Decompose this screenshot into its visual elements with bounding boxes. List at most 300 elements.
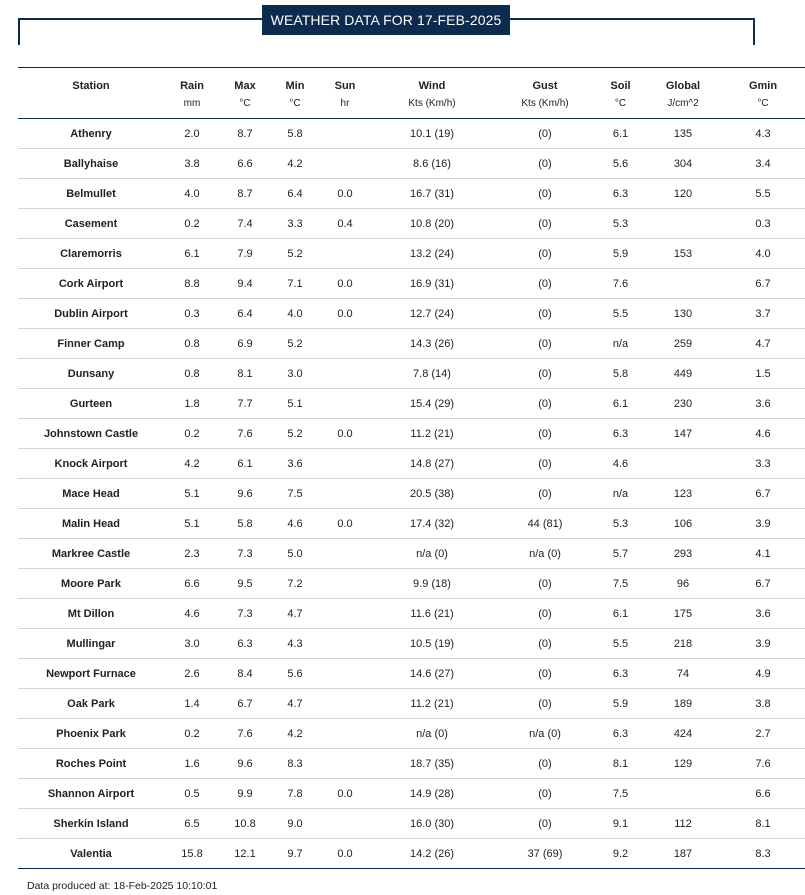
cell-soil: 7.5 [596,779,645,809]
cell-station: Valentia [18,839,164,869]
cell-soil: 6.1 [596,119,645,149]
cell-max: 8.4 [220,659,270,689]
cell-gmin: 6.6 [721,779,805,809]
cell-gust: (0) [494,269,596,299]
cell-gust: (0) [494,809,596,839]
cell-gust: (0) [494,689,596,719]
cell-gust: (0) [494,779,596,809]
cell-wind: 14.9 (28) [370,779,494,809]
cell-global: 293 [645,539,721,569]
table-row [18,509,805,539]
cell-min: 8.3 [270,749,320,779]
cell-max: 8.1 [220,359,270,389]
col-header-gust: Gust [494,68,596,94]
cell-wind: 12.7 (24) [370,299,494,329]
cell-station: Phoenix Park [18,719,164,749]
cell-gust: (0) [494,599,596,629]
cell-wind: 15.4 (29) [370,389,494,419]
table-row [18,539,805,569]
cell-wind: 20.5 (38) [370,479,494,509]
cell-station: Johnstown Castle [18,419,164,449]
cell-global: 129 [645,749,721,779]
cell-sun [320,389,370,419]
cell-station: Belmullet [18,179,164,209]
table-row [18,389,805,419]
data-timestamp: Data produced at: 18-Feb-2025 10:10:01 [27,880,218,892]
table-body [18,119,805,869]
cell-max: 9.6 [220,749,270,779]
cell-soil: 5.5 [596,629,645,659]
cell-global: 449 [645,359,721,389]
cell-max: 7.3 [220,599,270,629]
cell-rain: 2.6 [164,659,220,689]
header-row [18,68,805,94]
cell-sun [320,329,370,359]
cell-wind: 10.1 (19) [370,119,494,149]
cell-wind: 9.9 (18) [370,569,494,599]
cell-station: Gurteen [18,389,164,419]
cell-wind: 14.2 (26) [370,839,494,869]
cell-rain: 3.8 [164,149,220,179]
cell-gust: (0) [494,749,596,779]
col-header-station: Station [18,68,164,94]
cell-gust: (0) [494,149,596,179]
cell-max: 7.4 [220,209,270,239]
cell-gmin: 3.8 [721,689,805,719]
cell-global: 135 [645,119,721,149]
cell-max: 10.8 [220,809,270,839]
cell-gust: (0) [494,119,596,149]
cell-rain: 6.5 [164,809,220,839]
unit-row [18,93,805,119]
cell-gust: (0) [494,389,596,419]
cell-min: 4.0 [270,299,320,329]
page-title: WEATHER DATA FOR 17-FEB-2025 [262,5,510,35]
cell-gmin: 7.6 [721,749,805,779]
cell-wind: 10.8 (20) [370,209,494,239]
cell-rain: 15.8 [164,839,220,869]
cell-wind: 11.6 (21) [370,599,494,629]
cell-global: 106 [645,509,721,539]
table-row [18,779,805,809]
cell-soil: 5.9 [596,239,645,269]
cell-wind: 18.7 (35) [370,749,494,779]
cell-sun [320,449,370,479]
col-header-soil: Soil [596,68,645,94]
cell-global: 175 [645,599,721,629]
cell-soil: 6.3 [596,419,645,449]
cell-global: 424 [645,719,721,749]
cell-soil: 5.8 [596,359,645,389]
cell-global: 304 [645,149,721,179]
col-header-global: Global [645,68,721,94]
cell-station: Ballyhaise [18,149,164,179]
cell-max: 8.7 [220,119,270,149]
cell-sun: 0.0 [320,269,370,299]
cell-min: 5.6 [270,659,320,689]
cell-max: 7.3 [220,539,270,569]
table-row [18,629,805,659]
col-unit-rain: mm [164,93,220,119]
cell-rain: 5.1 [164,479,220,509]
cell-min: 4.6 [270,509,320,539]
cell-rain: 2.0 [164,119,220,149]
cell-global: 123 [645,479,721,509]
cell-soil: n/a [596,479,645,509]
cell-station: Roches Point [18,749,164,779]
cell-gust: n/a (0) [494,539,596,569]
cell-wind: n/a (0) [370,719,494,749]
cell-sun [320,809,370,839]
cell-min: 3.3 [270,209,320,239]
cell-gmin: 4.0 [721,239,805,269]
table-row [18,329,805,359]
cell-station: Knock Airport [18,449,164,479]
table-row [18,239,805,269]
cell-wind: 16.7 (31) [370,179,494,209]
cell-station: Mace Head [18,479,164,509]
table-row [18,419,805,449]
cell-wind: 14.8 (27) [370,449,494,479]
cell-wind: 16.9 (31) [370,269,494,299]
cell-gust: n/a (0) [494,719,596,749]
cell-min: 5.2 [270,419,320,449]
cell-min: 4.2 [270,149,320,179]
col-unit-global: J/cm^2 [645,93,721,119]
cell-min: 9.0 [270,809,320,839]
cell-soil: 5.9 [596,689,645,719]
table-row [18,839,805,869]
cell-gmin: 4.1 [721,539,805,569]
cell-gmin: 8.3 [721,839,805,869]
cell-min: 4.7 [270,599,320,629]
cell-gust: (0) [494,449,596,479]
cell-station: Shannon Airport [18,779,164,809]
cell-gust: (0) [494,629,596,659]
cell-global: 187 [645,839,721,869]
cell-min: 4.2 [270,719,320,749]
cell-station: Cork Airport [18,269,164,299]
cell-station: Moore Park [18,569,164,599]
cell-max: 9.9 [220,779,270,809]
cell-station: Newport Furnace [18,659,164,689]
cell-sun [320,539,370,569]
cell-global: 218 [645,629,721,659]
cell-rain: 0.2 [164,419,220,449]
cell-sun [320,719,370,749]
cell-min: 3.6 [270,449,320,479]
cell-min: 4.3 [270,629,320,659]
table-row [18,809,805,839]
cell-gmin: 3.7 [721,299,805,329]
col-unit-max: °C [220,93,270,119]
cell-rain: 3.0 [164,629,220,659]
cell-gmin: 4.7 [721,329,805,359]
cell-rain: 0.5 [164,779,220,809]
cell-min: 9.7 [270,839,320,869]
cell-gmin: 6.7 [721,569,805,599]
cell-sun [320,149,370,179]
cell-global: 112 [645,809,721,839]
cell-sun [320,569,370,599]
cell-rain: 0.8 [164,329,220,359]
cell-min: 7.1 [270,269,320,299]
cell-global [645,269,721,299]
cell-sun: 0.0 [320,299,370,329]
col-unit-gust: Kts (Km/h) [494,93,596,119]
cell-gust: 37 (69) [494,839,596,869]
table-row [18,299,805,329]
cell-min: 3.0 [270,359,320,389]
cell-sun [320,599,370,629]
cell-gmin: 3.9 [721,509,805,539]
cell-soil: 6.3 [596,179,645,209]
cell-rain: 4.6 [164,599,220,629]
cell-max: 6.4 [220,299,270,329]
cell-min: 6.4 [270,179,320,209]
cell-global [645,449,721,479]
cell-max: 6.3 [220,629,270,659]
cell-rain: 4.0 [164,179,220,209]
cell-wind: 13.2 (24) [370,239,494,269]
cell-gmin: 5.5 [721,179,805,209]
weather-table [18,67,805,869]
table-row [18,689,805,719]
cell-gmin: 2.7 [721,719,805,749]
cell-global: 259 [645,329,721,359]
cell-gmin: 1.5 [721,359,805,389]
cell-soil: 5.6 [596,149,645,179]
cell-sun: 0.0 [320,509,370,539]
cell-sun [320,629,370,659]
cell-gmin: 4.3 [721,119,805,149]
cell-rain: 6.1 [164,239,220,269]
cell-min: 5.1 [270,389,320,419]
table-row [18,749,805,779]
cell-max: 9.5 [220,569,270,599]
table-row [18,569,805,599]
col-header-wind: Wind [370,68,494,94]
cell-global [645,209,721,239]
col-header-min: Min [270,68,320,94]
cell-rain: 0.3 [164,299,220,329]
cell-sun [320,749,370,779]
cell-min: 7.2 [270,569,320,599]
cell-max: 7.9 [220,239,270,269]
cell-station: Oak Park [18,689,164,719]
cell-global: 96 [645,569,721,599]
cell-station: Dublin Airport [18,299,164,329]
cell-soil: 7.6 [596,269,645,299]
cell-wind: 8.6 (16) [370,149,494,179]
cell-rain: 5.1 [164,509,220,539]
cell-rain: 8.8 [164,269,220,299]
cell-global: 120 [645,179,721,209]
cell-global: 230 [645,389,721,419]
cell-max: 6.9 [220,329,270,359]
cell-sun [320,659,370,689]
cell-gmin: 4.6 [721,419,805,449]
cell-soil: 9.1 [596,809,645,839]
table-row [18,269,805,299]
cell-soil: 8.1 [596,749,645,779]
cell-sun: 0.0 [320,179,370,209]
cell-max: 6.6 [220,149,270,179]
cell-min: 7.5 [270,479,320,509]
cell-global: 153 [645,239,721,269]
cell-sun: 0.0 [320,779,370,809]
cell-sun: 0.4 [320,209,370,239]
cell-gmin: 6.7 [721,269,805,299]
table-row [18,209,805,239]
cell-soil: 7.5 [596,569,645,599]
cell-gmin: 0.3 [721,209,805,239]
cell-rain: 1.6 [164,749,220,779]
cell-min: 5.2 [270,239,320,269]
cell-min: 5.2 [270,329,320,359]
cell-sun [320,119,370,149]
cell-wind: 14.3 (26) [370,329,494,359]
cell-rain: 4.2 [164,449,220,479]
cell-wind: 11.2 (21) [370,689,494,719]
cell-min: 5.0 [270,539,320,569]
cell-soil: 5.3 [596,209,645,239]
cell-rain: 0.8 [164,359,220,389]
cell-rain: 1.8 [164,389,220,419]
cell-soil: 5.5 [596,299,645,329]
col-unit-min: °C [270,93,320,119]
table-row [18,659,805,689]
cell-gmin: 3.4 [721,149,805,179]
cell-soil: n/a [596,329,645,359]
cell-rain: 1.4 [164,689,220,719]
col-header-max: Max [220,68,270,94]
cell-station: Mt Dillon [18,599,164,629]
cell-station: Finner Camp [18,329,164,359]
cell-soil: 4.6 [596,449,645,479]
cell-soil: 6.3 [596,659,645,689]
table-row [18,119,805,149]
cell-station: Mullingar [18,629,164,659]
cell-max: 9.4 [220,269,270,299]
col-header-sun: Sun [320,68,370,94]
cell-global [645,779,721,809]
cell-min: 4.7 [270,689,320,719]
cell-min: 7.8 [270,779,320,809]
cell-soil: 6.1 [596,389,645,419]
cell-wind: 14.6 (27) [370,659,494,689]
cell-soil: 5.7 [596,539,645,569]
cell-sun: 0.0 [320,839,370,869]
cell-gust: (0) [494,299,596,329]
cell-gust: (0) [494,419,596,449]
cell-station: Claremorris [18,239,164,269]
cell-max: 7.7 [220,389,270,419]
cell-gust: (0) [494,479,596,509]
cell-rain: 0.2 [164,719,220,749]
cell-station: Dunsany [18,359,164,389]
col-header-rain: Rain [164,68,220,94]
cell-station: Sherkin Island [18,809,164,839]
col-unit-station [18,93,164,119]
col-header-gmin: Gmin [721,68,805,94]
cell-gmin: 3.3 [721,449,805,479]
cell-station: Markree Castle [18,539,164,569]
cell-sun: 0.0 [320,419,370,449]
cell-gust: (0) [494,329,596,359]
cell-max: 7.6 [220,419,270,449]
cell-wind: 7.8 (14) [370,359,494,389]
cell-sun [320,239,370,269]
cell-rain: 0.2 [164,209,220,239]
cell-soil: 6.1 [596,599,645,629]
col-unit-wind: Kts (Km/h) [370,93,494,119]
cell-wind: n/a (0) [370,539,494,569]
cell-soil: 9.2 [596,839,645,869]
col-unit-sun: hr [320,93,370,119]
cell-gust: (0) [494,359,596,389]
cell-max: 6.1 [220,449,270,479]
table-row [18,479,805,509]
cell-min: 5.8 [270,119,320,149]
cell-gmin: 8.1 [721,809,805,839]
cell-gust: 44 (81) [494,509,596,539]
cell-rain: 6.6 [164,569,220,599]
cell-gust: (0) [494,659,596,689]
cell-sun [320,479,370,509]
cell-wind: 10.5 (19) [370,629,494,659]
cell-max: 8.7 [220,179,270,209]
cell-global: 74 [645,659,721,689]
cell-station: Athenry [18,119,164,149]
cell-gust: (0) [494,179,596,209]
table-row [18,149,805,179]
cell-station: Casement [18,209,164,239]
cell-global: 147 [645,419,721,449]
cell-gmin: 3.9 [721,629,805,659]
cell-rain: 2.3 [164,539,220,569]
cell-soil: 6.3 [596,719,645,749]
table-row [18,359,805,389]
cell-wind: 16.0 (30) [370,809,494,839]
table-row [18,179,805,209]
cell-sun [320,359,370,389]
cell-gmin: 4.9 [721,659,805,689]
cell-wind: 17.4 (32) [370,509,494,539]
cell-wind: 11.2 (21) [370,419,494,449]
table-row [18,449,805,479]
cell-global: 130 [645,299,721,329]
cell-max: 6.7 [220,689,270,719]
cell-max: 9.6 [220,479,270,509]
col-unit-gmin: °C [721,93,805,119]
cell-gust: (0) [494,209,596,239]
cell-gmin: 3.6 [721,389,805,419]
cell-station: Malin Head [18,509,164,539]
cell-global: 189 [645,689,721,719]
table-row [18,599,805,629]
cell-max: 12.1 [220,839,270,869]
table-row [18,719,805,749]
cell-max: 7.6 [220,719,270,749]
cell-gmin: 6.7 [721,479,805,509]
cell-gust: (0) [494,239,596,269]
cell-max: 5.8 [220,509,270,539]
cell-sun [320,689,370,719]
col-unit-soil: °C [596,93,645,119]
cell-gmin: 3.6 [721,599,805,629]
cell-gust: (0) [494,569,596,599]
